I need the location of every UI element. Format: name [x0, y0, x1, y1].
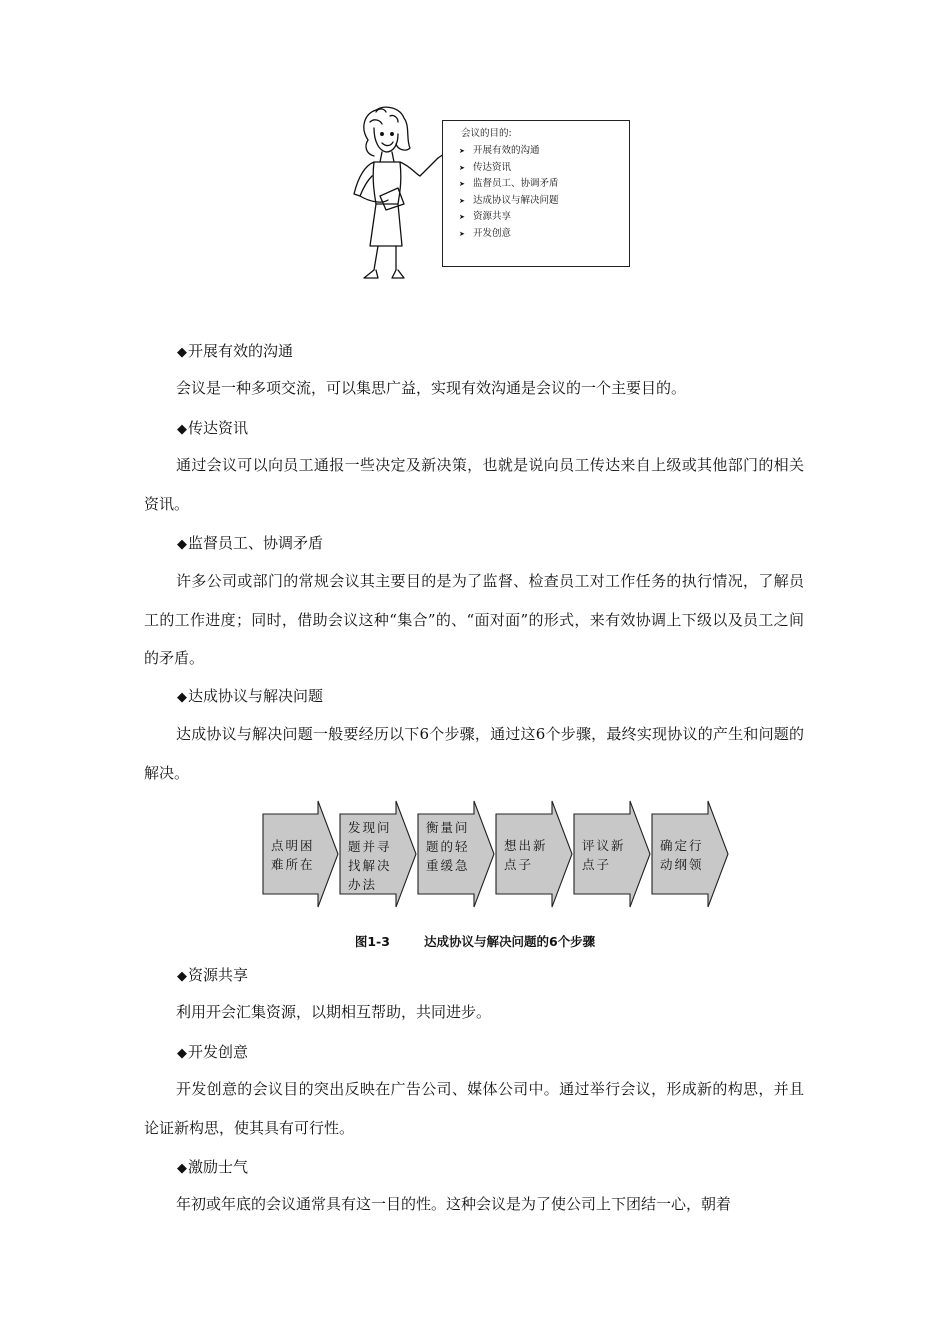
board-list [459, 143, 559, 243]
figure-caption [0, 932, 950, 950]
section-paragraph: 达成协议与解决问题一般要经历以下6个步骤，通过这6个步骤，最终实现协议的产生和问题的解决。 [144, 725, 804, 782]
board-item: ➤ 传达资讯 [459, 160, 559, 177]
board-item: ➤ 开展有效的沟通 [459, 143, 559, 160]
section-heading: ◆监督员工、协调矛盾 [177, 534, 324, 552]
presenter-illustration [340, 100, 640, 285]
diamond-bullet-icon: ◆ [177, 1161, 187, 1176]
section-paragraph: 利用开会汇集资源，以期相互帮助，共同进步。 [176, 1003, 492, 1021]
process-step-label: 评议新点子 [582, 838, 626, 872]
section-heading: ◆资源共享 [177, 966, 249, 984]
figure-caption-text: 达成协议与解决问题的6个步骤 [423, 934, 596, 949]
board-item: ➤ 监督员工、协调矛盾 [459, 176, 559, 193]
board-title: 会议的目的: [461, 128, 512, 139]
process-step-label: 衡量问题的轻重缓急 [426, 820, 470, 873]
section-paragraph: 开发创意的会议目的突出反映在广告公司、媒体公司中。通过举行会议，形成新的构思，并且论证新构思，使其具有可行性。 [144, 1080, 804, 1137]
diamond-bullet-icon: ◆ [177, 1046, 187, 1061]
arrow-bullet-icon: ➤ [459, 229, 465, 238]
diamond-bullet-icon: ◆ [177, 422, 187, 437]
diamond-bullet-icon: ◆ [177, 537, 187, 552]
figure-number: 图1-3 [354, 934, 390, 949]
process-step-label: 想出新点子 [504, 838, 548, 872]
board-item: ➤ 资源共享 [459, 209, 559, 226]
section-heading: ◆开发创意 [177, 1043, 249, 1061]
section-heading: ◆开展有效的沟通 [177, 342, 294, 360]
section-paragraph: 年初或年底的会议通常具有这一目的性。这种会议是为了使公司上下团结一心，朝着 [176, 1195, 732, 1213]
board-item: ➤ 达成协议与解决问题 [459, 193, 559, 210]
arrow-bullet-icon: ➤ [459, 213, 465, 222]
diamond-bullet-icon: ◆ [177, 690, 187, 705]
section-heading: ◆传达资讯 [177, 419, 249, 437]
section-paragraph: 会议是一种多项交流，可以集思广益，实现有效沟通是会议的一个主要目的。 [176, 379, 687, 397]
process-step-arrow [263, 801, 728, 907]
arrow-bullet-icon: ➤ [459, 147, 465, 155]
arrow-bullet-icon: ➤ [459, 163, 465, 172]
diamond-bullet-icon: ◆ [177, 969, 187, 984]
section-paragraph: 许多公司或部门的常规会议其主要目的是为了监督、检查员工对工作任务的执行情况，了解员工的工作进度；同时，借助会议这种“集合”的、“面对面”的形式，来有效协调上下级以及员工之间的矛盾。 [144, 572, 804, 667]
process-step-label: 发现问题并寻找解决办法 [348, 820, 392, 892]
arrow-bullet-icon: ➤ [459, 180, 465, 189]
process-step-label: 确定行动纲领 [660, 838, 704, 872]
section-paragraph: 通过会议可以向员工通报一些决定及新决策，也就是说向员工传达来自上级或其他部门的相关资讯。 [144, 456, 804, 513]
presenter-figure-image [340, 100, 450, 285]
arrow-bullet-icon: ➤ [459, 196, 465, 205]
process-step-label: 点明困难所在 [271, 838, 315, 872]
process-diagram [262, 800, 732, 910]
whiteboard [442, 120, 630, 267]
section-heading: ◆达成协议与解决问题 [177, 687, 324, 705]
section-heading: ◆激励士气 [177, 1158, 249, 1176]
board-item: ➤ 开发创意 [459, 226, 559, 243]
diamond-bullet-icon: ◆ [177, 345, 187, 360]
